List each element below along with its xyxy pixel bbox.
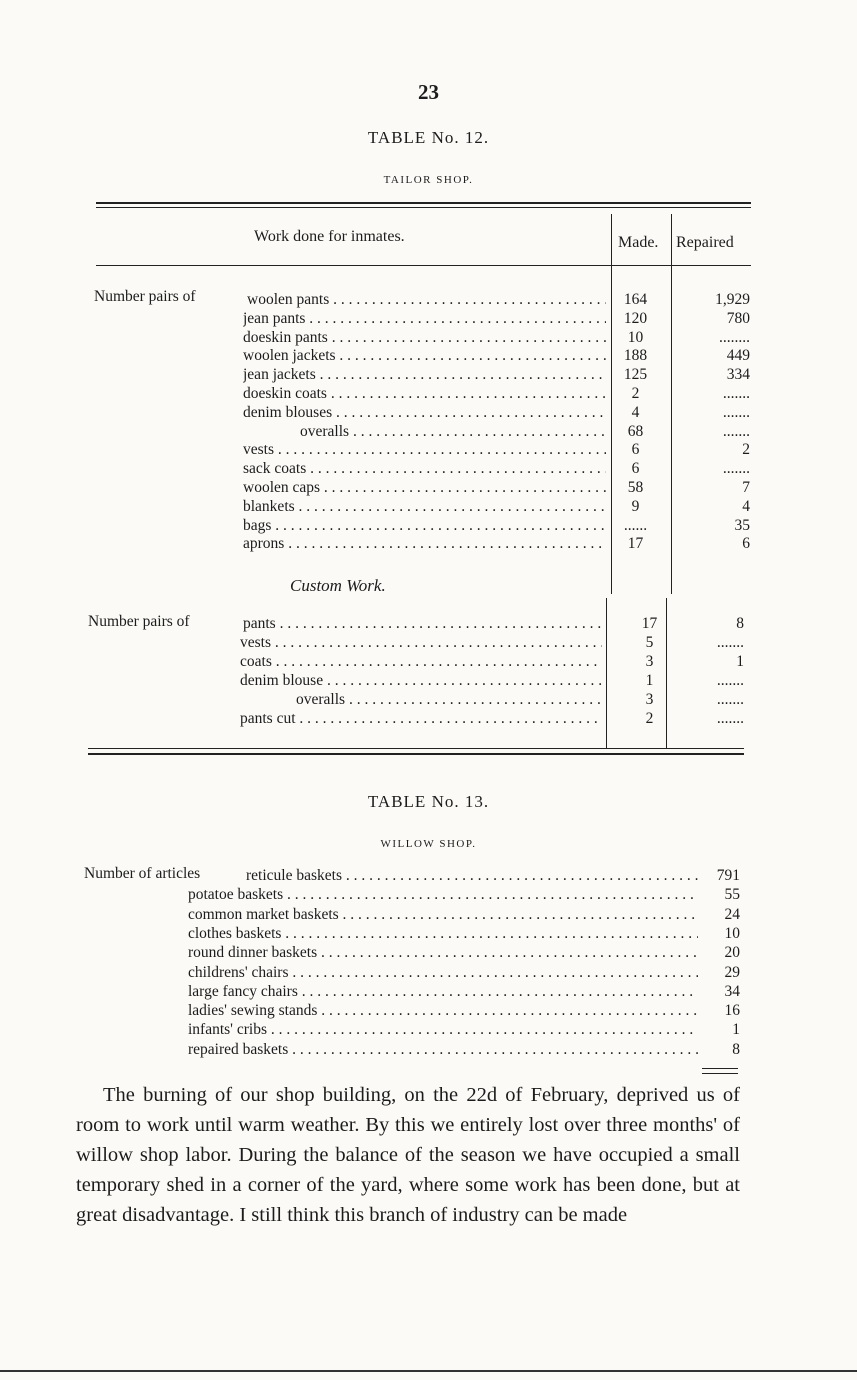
row-made-value: 3 bbox=[645, 691, 654, 708]
table12-title: TABLE No. 12. bbox=[367, 128, 490, 147]
row-made-value: 125 bbox=[623, 366, 648, 384]
row-label: pants cut . . . bbox=[240, 709, 602, 728]
row-made-value: 6 bbox=[631, 441, 640, 459]
row-value: 16 bbox=[724, 1002, 740, 1020]
row-made-value: 17 bbox=[627, 535, 644, 553]
table12-custom-heading: Custom Work. bbox=[290, 576, 386, 595]
table-row bbox=[0, 497, 857, 516]
page-number: 23 bbox=[418, 80, 439, 104]
table13-prefix: Number of articles bbox=[84, 865, 201, 882]
table-row bbox=[0, 652, 857, 671]
row-made-value: 6 bbox=[631, 460, 640, 478]
row-value: 8 bbox=[732, 1040, 740, 1058]
row-made-value: 3 bbox=[645, 653, 654, 670]
table12-custom-prefix: Number pairs of bbox=[88, 613, 190, 630]
table-row bbox=[0, 1001, 857, 1020]
row-made-value: 5 bbox=[645, 634, 654, 651]
row-value: 24 bbox=[724, 905, 740, 923]
table12-col-made: Made. bbox=[618, 234, 659, 251]
row-repaired-value: 6 bbox=[742, 535, 750, 553]
row-repaired-value: 780 bbox=[726, 309, 750, 327]
table-row bbox=[0, 885, 857, 904]
page-bottom-edge bbox=[0, 1370, 857, 1372]
table-row bbox=[0, 1020, 857, 1039]
body-paragraph: The burning of our shop building, on the 22d of February, deprived us of room to work until warm weather. By this we entirely lost over three months' of willow shop labor. During the balance of the season we have occupied a small temporary shed in a corner of the yard, where some work has been done, but at great disadvantage. I still think this branch of industry can be made bbox=[76, 1084, 740, 1226]
row-label: denim blouses . . . bbox=[243, 403, 606, 422]
table-row bbox=[0, 671, 857, 690]
row-value: 20 bbox=[724, 944, 740, 962]
row-label: woolen pants . . . bbox=[247, 290, 606, 309]
row-made-value: 1 bbox=[645, 672, 654, 689]
row-made-value: 2 bbox=[631, 385, 640, 402]
table-row bbox=[0, 534, 857, 553]
row-repaired-value: 4 bbox=[742, 497, 750, 515]
row-repaired-value: 1,929 bbox=[715, 291, 750, 308]
row-made-value: 10 bbox=[627, 328, 644, 346]
table12-subtitle: TAILOR SHOP. bbox=[383, 174, 474, 186]
row-label: coats . . . bbox=[240, 652, 602, 671]
table-row bbox=[0, 290, 857, 309]
row-label: sack coats . . . bbox=[243, 459, 606, 478]
row-value: 791 bbox=[716, 867, 740, 884]
table-row bbox=[0, 982, 857, 1001]
table-row bbox=[0, 459, 857, 478]
row-label: common market baskets . . . bbox=[188, 905, 698, 924]
table12-col-work: Work done for inmates. bbox=[254, 228, 405, 245]
row-value: 1 bbox=[732, 1021, 740, 1039]
row-made-value: 164 bbox=[623, 291, 648, 308]
row-value: 55 bbox=[724, 886, 740, 904]
row-label: large fancy chairs . . . bbox=[188, 982, 698, 1001]
table-row bbox=[0, 924, 857, 943]
table-row bbox=[0, 905, 857, 924]
row-made-value: 58 bbox=[627, 479, 644, 496]
row-label: clothes baskets . . . bbox=[188, 924, 698, 943]
row-repaired-value: ....... bbox=[722, 403, 750, 421]
row-label: overalls . . . bbox=[296, 690, 602, 709]
table-row bbox=[0, 963, 857, 982]
table12-bottom-rule bbox=[88, 748, 744, 749]
row-repaired-value: ....... bbox=[716, 691, 744, 708]
table-row bbox=[0, 384, 857, 403]
row-label: woolen caps . . . bbox=[243, 478, 606, 497]
row-label: blankets . . . bbox=[243, 497, 606, 516]
row-repaired-value: 35 bbox=[734, 516, 750, 534]
row-repaired-value: 8 bbox=[736, 615, 744, 632]
row-repaired-value: 334 bbox=[726, 366, 750, 384]
table-row bbox=[0, 365, 857, 384]
row-repaired-value: 7 bbox=[742, 479, 750, 496]
table12-col-repaired: Repaired bbox=[676, 234, 734, 251]
table-row bbox=[0, 422, 857, 441]
table-row bbox=[0, 346, 857, 365]
row-label: repaired baskets . . . bbox=[188, 1040, 698, 1059]
row-value: 29 bbox=[724, 963, 740, 981]
row-made-value: 17 bbox=[641, 615, 658, 632]
table-row bbox=[0, 866, 857, 885]
row-repaired-value: 449 bbox=[726, 347, 750, 365]
row-repaired-value: ....... bbox=[716, 710, 744, 727]
row-label: childrens' chairs . . . bbox=[188, 963, 698, 982]
table13-total-rule-2 bbox=[702, 1073, 738, 1074]
row-repaired-value: ....... bbox=[716, 672, 744, 689]
table12-header-rule bbox=[96, 265, 751, 266]
table12-top-rule-thin bbox=[96, 207, 751, 208]
row-label: pants . . . bbox=[243, 614, 602, 633]
row-label: woolen jackets . . . bbox=[243, 346, 606, 365]
table-row bbox=[0, 1040, 857, 1059]
table-row bbox=[0, 478, 857, 497]
row-label: doeskin coats . . . bbox=[243, 384, 606, 403]
row-label: jean jackets . . . bbox=[243, 365, 606, 384]
table-row bbox=[0, 690, 857, 709]
table-row bbox=[0, 516, 857, 535]
row-repaired-value: 1 bbox=[736, 653, 744, 670]
row-label: bags . . . bbox=[243, 516, 606, 535]
row-value: 10 bbox=[724, 924, 740, 942]
table13-total-rule-1 bbox=[702, 1068, 738, 1069]
row-label: overalls . . . bbox=[300, 422, 606, 441]
row-label: aprons . . . bbox=[243, 534, 606, 553]
table12-top-rule bbox=[96, 202, 751, 204]
row-label: denim blouse . . . bbox=[240, 671, 602, 690]
row-repaired-value: ........ bbox=[719, 328, 750, 346]
row-made-value: 68 bbox=[627, 422, 644, 440]
table-row bbox=[0, 328, 857, 347]
row-label: vests . . . bbox=[240, 633, 602, 652]
row-made-value: 120 bbox=[623, 309, 648, 327]
table13-subtitle: WILLOW SHOP. bbox=[380, 838, 477, 850]
row-label: ladies' sewing stands . . . bbox=[188, 1001, 698, 1020]
row-label: potatoe baskets . . . bbox=[188, 885, 698, 904]
row-made-value: 4 bbox=[631, 403, 640, 421]
row-label: doeskin pants . . . bbox=[243, 328, 606, 347]
row-label: jean pants . . . bbox=[243, 309, 606, 328]
row-made-value: ...... bbox=[623, 516, 648, 534]
row-repaired-value: ....... bbox=[716, 634, 744, 651]
table-row bbox=[0, 309, 857, 328]
row-repaired-value: 2 bbox=[742, 441, 750, 459]
row-label: reticule baskets . . . bbox=[246, 866, 698, 885]
table-row bbox=[0, 403, 857, 422]
table-row bbox=[0, 943, 857, 962]
row-made-value: 9 bbox=[631, 497, 640, 515]
table-row bbox=[0, 709, 857, 728]
table-row bbox=[0, 614, 857, 633]
table13-title: TABLE No. 13. bbox=[367, 792, 490, 811]
table-row bbox=[0, 440, 857, 459]
row-repaired-value: ....... bbox=[722, 422, 750, 440]
row-repaired-value: ....... bbox=[722, 385, 750, 402]
row-label: round dinner baskets . . . bbox=[188, 943, 698, 962]
row-made-value: 188 bbox=[623, 347, 648, 365]
row-label: vests . . . bbox=[243, 440, 606, 459]
row-made-value: 2 bbox=[645, 710, 654, 727]
table12-bottom-rule-thick bbox=[88, 753, 744, 755]
table12-prefix: Number pairs of bbox=[94, 288, 196, 305]
row-value: 34 bbox=[724, 982, 740, 1000]
table-row bbox=[0, 633, 857, 652]
row-repaired-value: ....... bbox=[722, 460, 750, 478]
row-label: infants' cribs . . . bbox=[188, 1020, 698, 1039]
